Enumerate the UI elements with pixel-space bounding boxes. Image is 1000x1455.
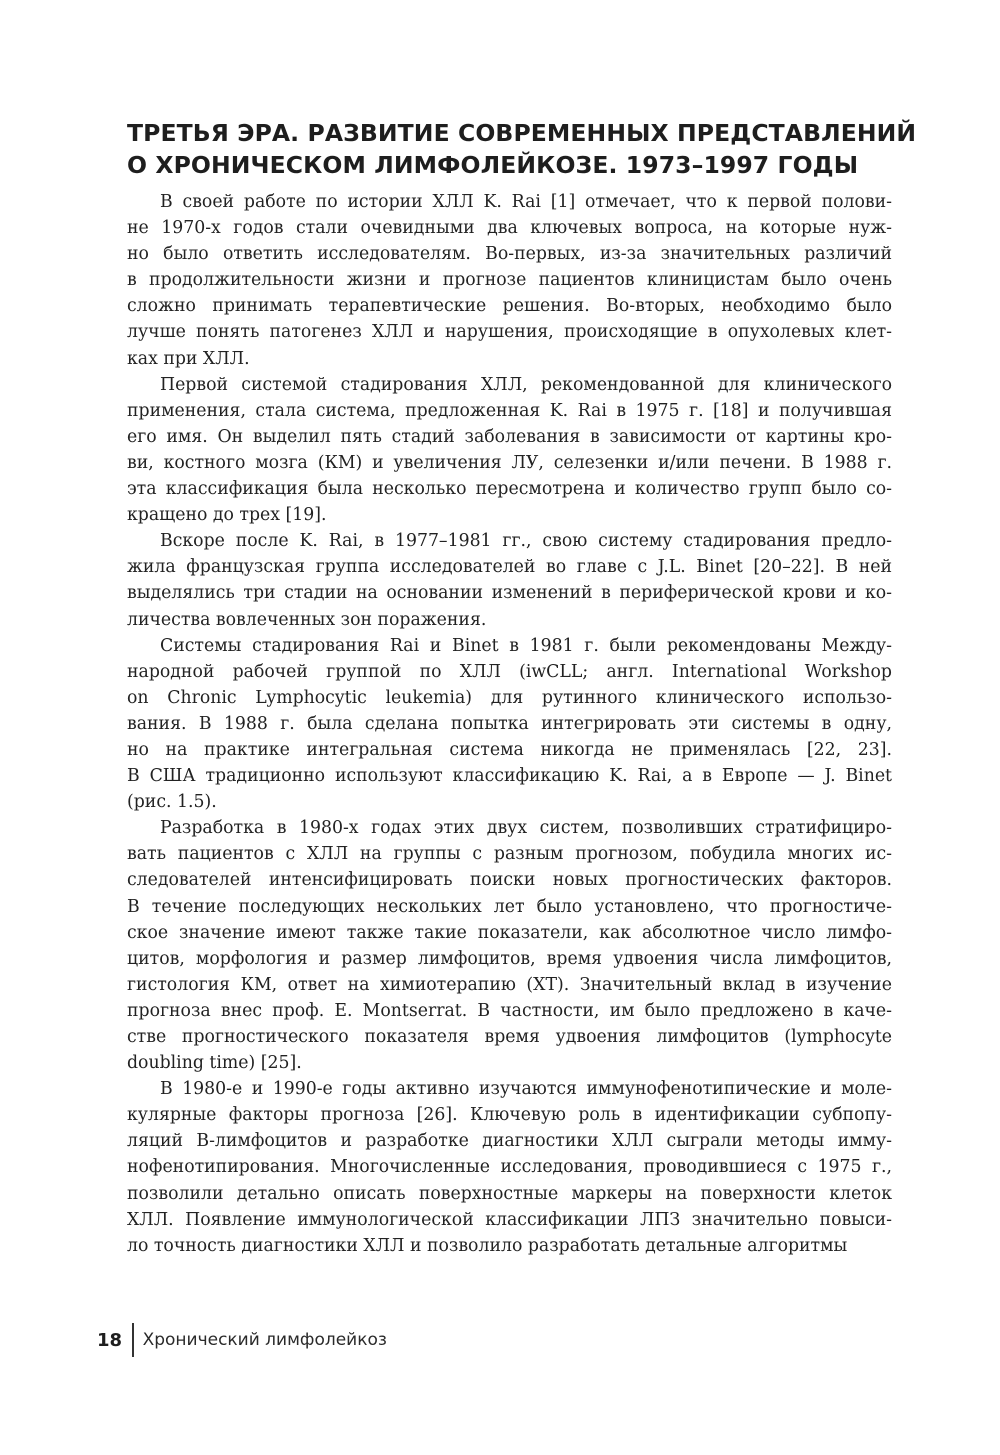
- text-line: В 1980-е и 1990-е годы активно изучаются иммунофенотипические и моле-: [160, 1079, 892, 1100]
- text-line: ляций В-лимфоцитов и разработке диагностики ХЛЛ сыграли методы имму-: [127, 1131, 892, 1152]
- paragraph: [127, 1076, 892, 1259]
- text-line: эта классификация была несколько пересмотрена и количество групп было со-: [127, 479, 892, 500]
- paragraph: [127, 633, 892, 816]
- text-line: В США традиционно используют классификацию K. Rai, а в Европе — J. Binet: [127, 766, 892, 787]
- footer-divider: [132, 1323, 134, 1357]
- text-line: лучше понять патогенез ХЛЛ и нарушения, происходящие в опухолевых клет-: [127, 322, 892, 343]
- text-line: не 1970-х годов стали очевидными два ключевых вопроса, на которые нуж-: [127, 218, 892, 239]
- text-line: следователей интенсифицировать поиски новых прогностических факторов.: [127, 870, 892, 891]
- text-line: Системы стадирования Rai и Binet в 1981 г. были рекомендованы Между-: [160, 635, 892, 656]
- text-line: его имя. Он выделил пять стадий заболевания в зависимости от картины кро-: [127, 426, 892, 447]
- heading-line: ТРЕТЬЯ ЭРА. РАЗВИТИЕ СОВРЕМЕННЫХ ПРЕДСТАВЛЕНИЙ: [127, 119, 917, 147]
- text-line: прогноза внес проф. E. Montserrat. В частности, им было предложено в каче-: [127, 1000, 892, 1021]
- text-line: В течение последующих нескольких лет было установлено, что прогностиче-: [127, 896, 892, 917]
- text-line: личества вовлеченных зон поражения.: [127, 609, 487, 630]
- text-line: вать пациентов с ХЛЛ на группы с разным прогнозом, побудила многих ис-: [127, 844, 892, 865]
- text-line: но было ответить исследователям. Во-первых, из-за значительных различий: [127, 244, 892, 265]
- text-line: Первой системой стадирования ХЛЛ, рекомендованной для клинического: [160, 374, 892, 395]
- text-line: кращено до трех [19].: [127, 505, 327, 526]
- text-line: стве прогностического показателя время удвоения лимфоцитов (lymphocyte: [127, 1027, 892, 1047]
- page-number: 18: [97, 1329, 123, 1351]
- paragraph: [127, 528, 892, 632]
- text-line: В своей работе по истории ХЛЛ K. Rai [1] отмечает, что к первой полови-: [160, 192, 892, 212]
- text-line: нофенотипирования. Многочисленные исследования, проводившиеся с 1975 г.,: [127, 1157, 892, 1178]
- heading-line: О ХРОНИЧЕСКОМ ЛИМФОЛЕЙКОЗЕ. 1973–1997 ГОДЫ: [127, 151, 859, 179]
- text-line: ви, костного мозга (КМ) и увеличения ЛУ, селезенки и/или печени. В 1988 г.: [127, 452, 892, 473]
- text-line: применения, стала система, предложенная K. Rai в 1975 г. [18] и получившая: [127, 400, 892, 421]
- paragraph: [127, 372, 892, 529]
- paragraph: [127, 815, 892, 1076]
- text-line: кулярные факторы прогноза [26]. Ключевую роль в идентификации субпопу-: [127, 1105, 892, 1126]
- text-line: но на практике интегральная система никогда не применялась [22, 23].: [127, 739, 892, 760]
- text-line: Разработка в 1980-х годах этих двух систем, позволивших стратифициро-: [160, 818, 892, 839]
- page-footer: [97, 1320, 387, 1360]
- text-line: doubling time) [25].: [127, 1053, 302, 1074]
- text-line: народной рабочей группой по ХЛЛ (iwCLL; англ. International Workshop: [127, 661, 892, 682]
- text-line: вания. В 1988 г. была сделана попытка интегрировать эти системы в одну,: [127, 713, 892, 734]
- text-line: в продолжительности жизни и прогнозе пациентов клиницистам было очень: [127, 270, 892, 291]
- text-line: Вскоре после K. Rai, в 1977–1981 гг., свою систему стадирования предло-: [160, 531, 892, 552]
- text-line: позволили детально описать поверхностные маркеры на поверхности клеток: [127, 1183, 892, 1204]
- text-line: гистология КМ, ответ на химиотерапию (ХТ). Значительный вклад в изучение: [127, 974, 892, 995]
- running-title: Хронический лимфолейкоз: [142, 1330, 387, 1350]
- body-text: [127, 189, 892, 1259]
- text-line: ло точность диагностики ХЛЛ и позволило разработать детальные алгоритмы: [127, 1235, 848, 1256]
- text-line: выделялись три стадии на основании изменений в периферической крови и ко-: [127, 583, 892, 604]
- text-line: on Chronic Lymphocytic leukemia) для рутинного клинического использо-: [127, 687, 892, 708]
- text-line: цитов, морфология и размер лимфоцитов, время удвоения числа лимфоцитов,: [127, 948, 892, 969]
- text-line: (рис. 1.5).: [127, 792, 217, 813]
- text-line: ках при ХЛЛ.: [127, 348, 250, 369]
- text-line: жила французская группа исследователей во главе с J.L. Binet [20–22]. В ней: [127, 557, 892, 578]
- section-heading: [127, 117, 917, 181]
- text-line: ХЛЛ. Появление иммунологической классификации ЛПЗ значительно повыси-: [127, 1209, 892, 1230]
- text-line: ское значение имеют также такие показатели, как абсолютное число лимфо-: [127, 922, 892, 943]
- paragraph: [127, 189, 892, 372]
- text-line: сложно принимать терапевтические решения. Во-вторых, необходимо было: [127, 296, 892, 317]
